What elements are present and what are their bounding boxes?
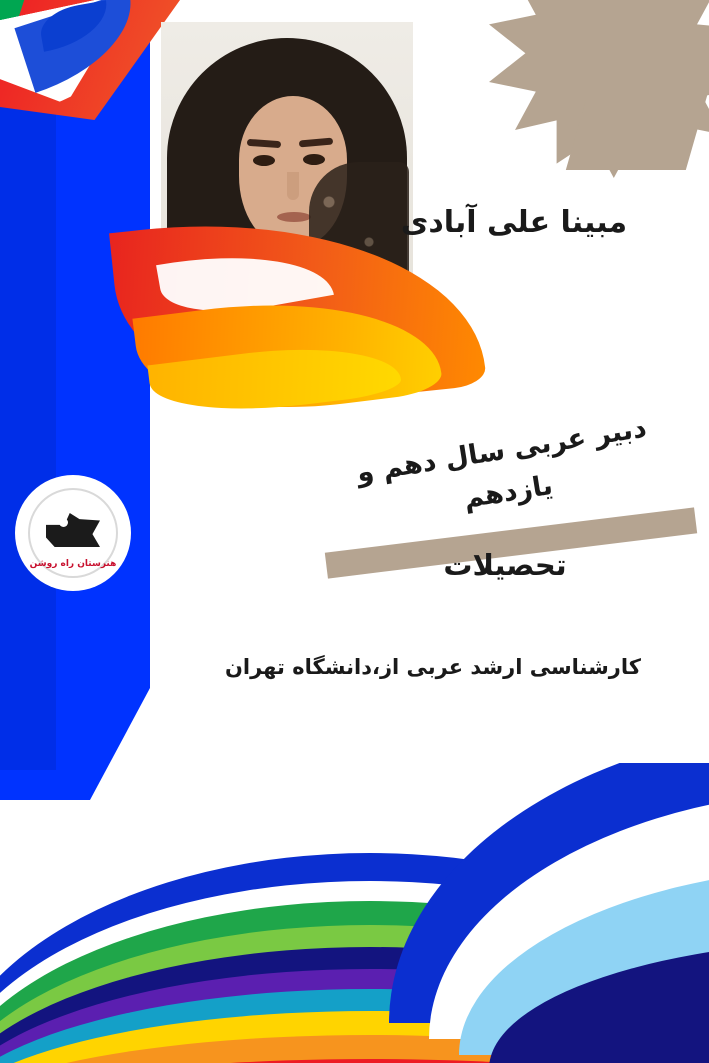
education-detail: کارشناسی ارشد عربی از،دانشگاه تهران	[225, 655, 641, 679]
school-logo-inner	[25, 485, 121, 581]
bottom-wave-decoration	[0, 763, 709, 1063]
teacher-name: مبینا علی آبادی	[400, 205, 628, 240]
eye-left	[253, 155, 275, 166]
education-heading: تحصیلات	[443, 548, 567, 582]
teacher-role: دبیر عربی سال دهم و یازدهم	[354, 412, 649, 515]
dove-eye-icon	[59, 518, 68, 527]
school-logo-badge	[18, 478, 128, 588]
nose-shape	[287, 172, 299, 200]
top-right-tan-strip	[566, 92, 708, 170]
school-logo-text: هنرستان راه روشن	[29, 559, 117, 569]
left-blue-panel-shade	[0, 40, 56, 770]
eye-right	[303, 154, 325, 165]
mouth-shape	[277, 212, 311, 222]
